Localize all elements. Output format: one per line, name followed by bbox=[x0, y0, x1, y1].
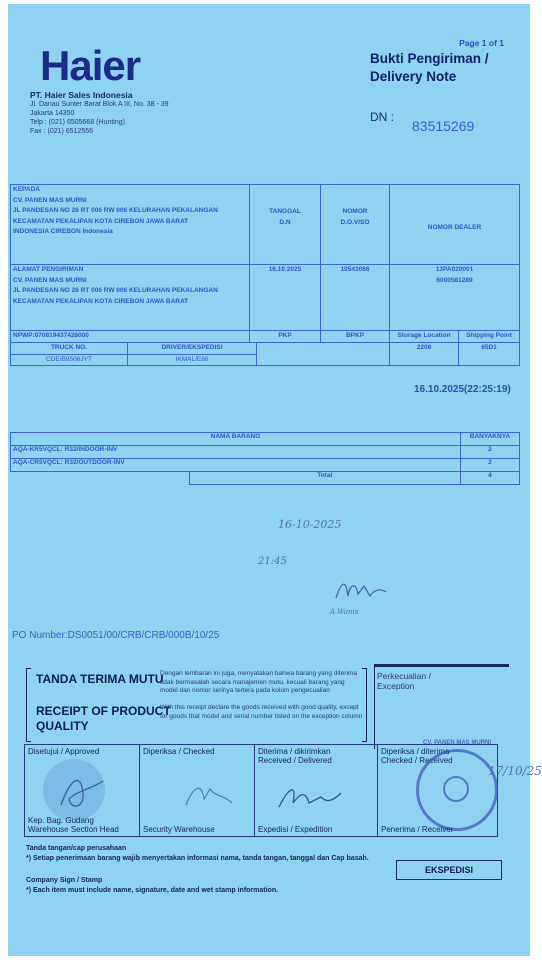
driver-label: DRIVER/EKSPEDISI bbox=[161, 344, 223, 351]
ship-name: CV. PANEN MAS MURNI bbox=[13, 276, 87, 284]
driver-name: IKMAL/E86 bbox=[175, 355, 209, 363]
truck-label: TRUCK NO. bbox=[50, 344, 88, 351]
storage-location: 2208 bbox=[416, 344, 432, 351]
phone-line: Telp : (021) 6505668 (Hunting) bbox=[30, 119, 125, 126]
npwp: NPWP:070819437426000 bbox=[13, 332, 89, 339]
shipping-address-cell bbox=[11, 265, 250, 331]
recipient-address: INDONESIA CIREBON Indonesia bbox=[13, 228, 113, 235]
npwp-cell bbox=[11, 331, 250, 343]
ekspedisi-box: EKSPEDISI bbox=[396, 860, 502, 880]
received-sub: Penerima / Receiver bbox=[381, 825, 454, 834]
nomor-sub: D.O.V/SO bbox=[340, 218, 370, 226]
col-name-header bbox=[11, 433, 461, 446]
item-qty: 2 bbox=[488, 446, 492, 453]
total-label-cell bbox=[189, 472, 460, 485]
approved-sub-1: Kep. Bag. Gudang bbox=[28, 816, 94, 825]
items-table bbox=[10, 432, 520, 485]
order-number: 10543086 bbox=[340, 266, 370, 273]
delivered-label-en: Received / Delivered bbox=[258, 756, 332, 765]
ship-address: JL PANDESAN NO 26 RT 006 RW 006 KELURAHAN PEKALANGAN bbox=[13, 287, 218, 294]
bracket-left bbox=[26, 668, 31, 742]
checked-box bbox=[140, 745, 255, 837]
receipt-title-en2: QUALITY bbox=[36, 719, 89, 733]
shipping-point: 65D1 bbox=[481, 344, 497, 351]
item-name: AQA-KR5VQCL: R32/INDOOR-INV bbox=[13, 446, 118, 453]
item-qty-cell bbox=[460, 459, 519, 472]
truck-driver-cell bbox=[11, 343, 390, 366]
approved-sub-2: Warehouse Section Head bbox=[28, 825, 119, 834]
delivered-box bbox=[255, 745, 378, 837]
title-en: Delivery Note bbox=[370, 69, 457, 84]
shipping-header bbox=[459, 331, 520, 343]
item-name: AQA-CR5VQCL: R32/OUTDOOR-INV bbox=[13, 459, 125, 466]
address-line: Jakarta 14350 bbox=[30, 110, 75, 117]
approved-box bbox=[25, 745, 140, 837]
col-qty-label: BANYAKNYA bbox=[469, 433, 511, 440]
col-name-label: NAMA BARANG bbox=[210, 433, 261, 440]
dealer-cell bbox=[390, 265, 520, 331]
recipient-address: JL PANDESAN NO 26 RT 006 RW 006 KELURAHAN PEKALANGAN bbox=[13, 207, 218, 214]
checker-signature-icon bbox=[180, 775, 240, 815]
storage-header bbox=[390, 331, 459, 343]
spacer-cell bbox=[257, 343, 390, 354]
truck-number: CDE/B9506JYT bbox=[46, 355, 92, 363]
handwritten-name: A.Wanis bbox=[330, 608, 359, 616]
total-label: Total bbox=[317, 472, 333, 479]
company-name: PT. Haier Sales Indonesia bbox=[30, 90, 133, 100]
receipt-title-id: TANDA TERIMA MUTU bbox=[36, 672, 164, 686]
bpkp-cell bbox=[321, 331, 390, 343]
approved-label: Disetujui / Approved bbox=[28, 747, 100, 756]
driver-value-cell bbox=[128, 354, 257, 365]
exception-label: Perkecualian / Exception bbox=[377, 671, 431, 691]
item-qty-cell bbox=[460, 446, 519, 459]
quality-receipt-block bbox=[26, 664, 516, 746]
address-line: Jl. Danau Sunter Barat Blok A III, No. 38 - 39 bbox=[30, 101, 169, 108]
item-name-cell bbox=[11, 459, 461, 472]
checked-sub: Security Warehouse bbox=[143, 825, 215, 834]
exception-box bbox=[374, 664, 509, 749]
receipt-text-id: Dengan lembaran ini juga, menyatakan bahwa barang yang diterima tidak bermasalah secara manajemen mutu, kecuali barang yang model dan nomor serinya tertera pada kolom pengecualian bbox=[160, 670, 357, 694]
pkp-cell bbox=[250, 331, 321, 343]
nomor-label: NOMOR bbox=[342, 208, 368, 215]
footer-line: *) Setiap penerimaan barang wajib menyertakan informasi nama, tanda tangan, tanggal dan Cap basah. bbox=[26, 855, 369, 862]
date-cell bbox=[250, 265, 321, 331]
stamp-text: CV. PANEN MAS MURNI bbox=[422, 740, 491, 746]
driver-label-cell bbox=[128, 343, 257, 354]
spacer-cell bbox=[257, 354, 390, 365]
footer-line: *) Each item must include name, signature, date and wet stamp information. bbox=[26, 887, 279, 894]
checked-label: Diperiksa / Checked bbox=[143, 747, 215, 756]
received-label-en: Checked / Received bbox=[381, 756, 453, 765]
truck-label-cell bbox=[11, 343, 128, 354]
shipping-value-cell bbox=[459, 343, 520, 366]
stamp-center-icon bbox=[443, 776, 469, 802]
shipping-label: Shipping Point bbox=[466, 332, 512, 339]
company-address bbox=[30, 100, 169, 136]
truck-value-cell bbox=[11, 354, 128, 365]
ship-address: KECAMATAN PEKALIPAN KOTA CIREBON JAWA BARAT bbox=[13, 297, 189, 305]
item-name-cell bbox=[11, 446, 461, 459]
footer-line: Company Sign / Stamp bbox=[26, 877, 103, 884]
footer-spacer bbox=[26, 864, 369, 876]
company-stamp-icon bbox=[416, 740, 498, 831]
handwritten-signature-icon bbox=[330, 576, 390, 606]
storage-value-cell bbox=[390, 343, 459, 366]
tanggal-sub: D.N bbox=[279, 218, 291, 226]
bracket-right bbox=[362, 668, 367, 742]
dealer-number: 13PA020001 bbox=[435, 266, 474, 273]
receiver-box bbox=[378, 740, 498, 837]
dealer-number: 6000581289 bbox=[436, 276, 473, 284]
tanggal-label: TANGGAL bbox=[269, 208, 301, 215]
dn-number: 83515269 bbox=[412, 118, 475, 134]
handwritten-time: 21:45 bbox=[258, 556, 287, 567]
recipient-address: KECAMATAN PEKALIPAN KOTA CIREBON JAWA BARAT bbox=[13, 217, 189, 225]
handwritten-date: 16-10-2025 bbox=[278, 518, 342, 531]
tanggal-header bbox=[250, 185, 321, 265]
recipient-cell bbox=[11, 185, 250, 265]
page-number: Page 1 of 1 bbox=[459, 38, 504, 48]
truck-driver-table bbox=[11, 343, 389, 365]
approved-sub bbox=[28, 816, 119, 834]
handwritten-receipt-date: 17/10/25 bbox=[488, 764, 542, 778]
kepada-label: KEPADA bbox=[13, 186, 40, 193]
recipient-name: CV. PANEN MAS MURNI bbox=[13, 196, 87, 204]
approver-signature-icon bbox=[51, 767, 111, 815]
delivered-sub: Expedisi / Expedition bbox=[258, 825, 333, 834]
storage-label: Storage Location bbox=[397, 332, 451, 339]
dealer-label: NOMOR DEALER bbox=[427, 224, 482, 231]
print-timestamp: 16.10.2025(22:25:19) bbox=[414, 384, 511, 395]
total-qty-cell bbox=[460, 472, 519, 485]
table-row bbox=[11, 446, 520, 459]
dealer-header bbox=[390, 185, 520, 265]
item-qty: 2 bbox=[488, 459, 492, 466]
po-number: PO Number:DS0051/00/CRB/CRB/000B/10/25 bbox=[12, 630, 220, 641]
alamat-label: ALAMAT PENGIRIMAN bbox=[13, 266, 84, 273]
delivery-note-page bbox=[8, 4, 542, 956]
dn-date: 16.10.2025 bbox=[268, 266, 302, 273]
haier-logo: Haier bbox=[40, 42, 141, 89]
received-label: Diperiksa / diterima bbox=[381, 747, 450, 756]
pkp-label: PKP bbox=[278, 332, 292, 339]
info-table bbox=[10, 184, 520, 366]
title-id: Bukti Pengiriman / bbox=[370, 51, 489, 66]
receipt-title-en: RECEIPT OF PRODUCT bbox=[36, 704, 171, 718]
receipt-text-en: With this receipt declare the goods received with good quality, except for goods that model and serial number listed on the exception column bbox=[160, 704, 363, 720]
footer-line: Tanda tangan/cap perusahaan bbox=[26, 845, 127, 852]
col-qty-header bbox=[460, 433, 519, 446]
table-row bbox=[11, 459, 520, 472]
spacer-cell bbox=[11, 472, 190, 485]
fax-line: Fax : (021) 6512556 bbox=[30, 128, 94, 135]
document-title bbox=[370, 50, 489, 86]
dn-label: DN : bbox=[370, 110, 394, 124]
delivered-label: Diterima / dikirimkan bbox=[258, 747, 331, 756]
bpkp-label: BPKP bbox=[345, 332, 365, 339]
courier-signature-icon bbox=[275, 773, 345, 819]
signature-table bbox=[24, 740, 498, 837]
total-qty: 4 bbox=[488, 472, 492, 479]
nomor-header bbox=[321, 185, 390, 265]
footer-notes bbox=[26, 844, 369, 896]
order-cell bbox=[321, 265, 390, 331]
